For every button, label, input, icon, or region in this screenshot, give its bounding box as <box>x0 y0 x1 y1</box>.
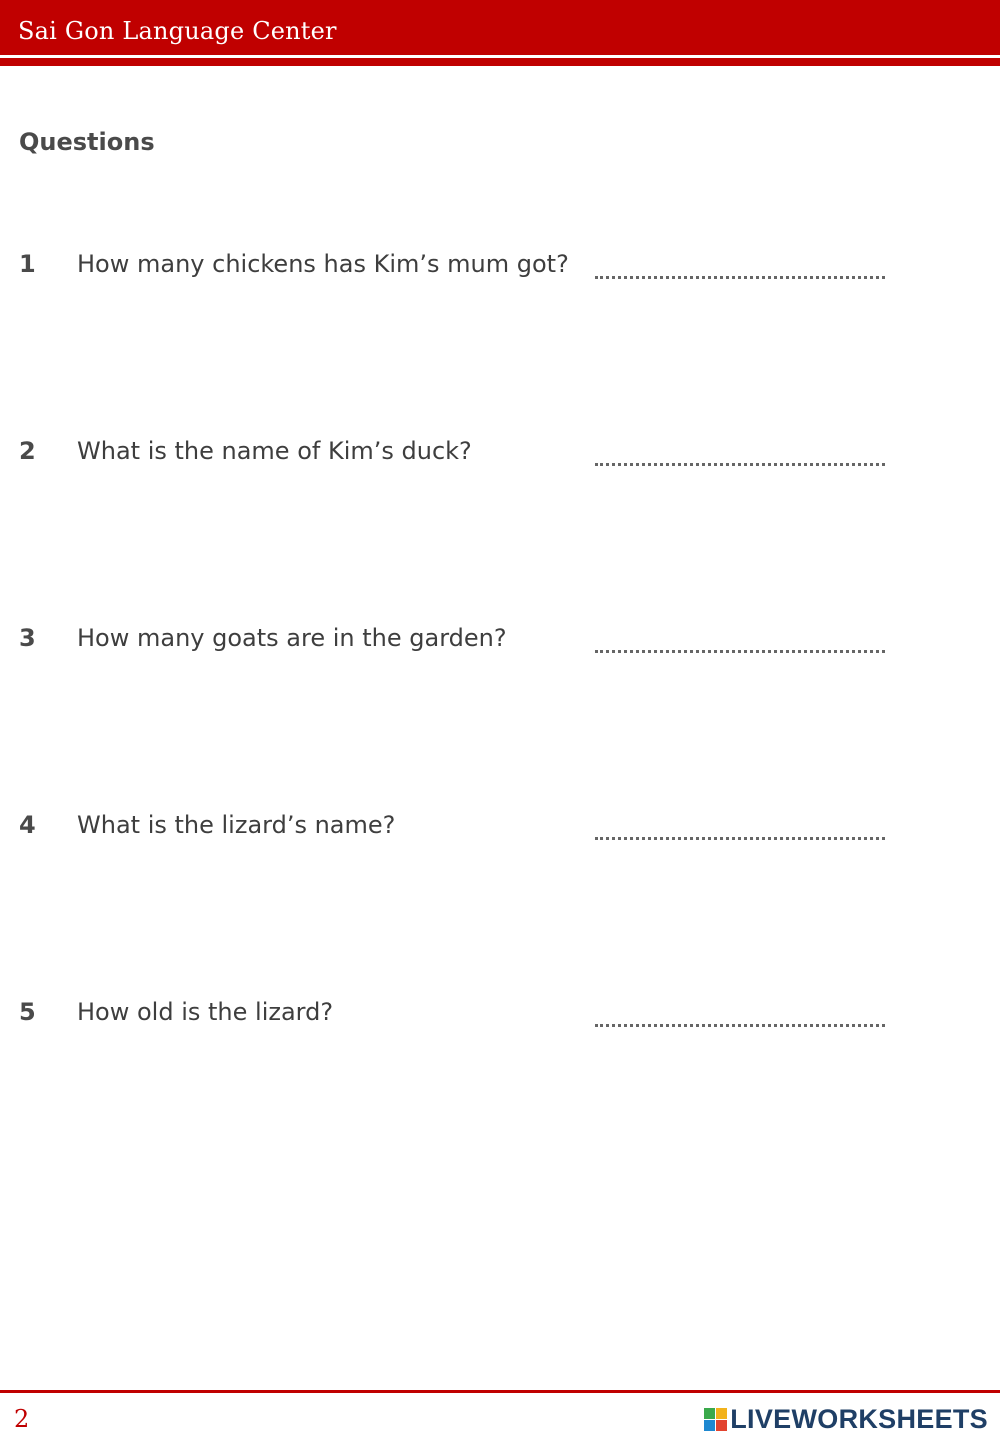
header-bar <box>0 0 1000 55</box>
question-item <box>0 437 1000 477</box>
question-item <box>0 998 1000 1038</box>
question-text: What is the name of Kim’s duck? <box>77 437 472 465</box>
question-text: What is the lizard’s name? <box>77 811 396 839</box>
liveworksheets-logo-icon <box>704 1408 727 1431</box>
answer-field[interactable] <box>595 1006 885 1027</box>
question-item <box>0 811 1000 851</box>
question-number: 3 <box>19 624 36 652</box>
section-heading: Questions <box>19 128 155 156</box>
footer-rule <box>0 1390 1000 1393</box>
question-text: How many chickens has Kim’s mum got? <box>77 250 569 278</box>
brand-logo <box>704 1404 988 1435</box>
question-text: How many goats are in the garden? <box>77 624 507 652</box>
question-item <box>0 624 1000 664</box>
question-item <box>0 250 1000 290</box>
header-rule <box>0 58 1000 66</box>
question-text: How old is the lizard? <box>77 998 334 1026</box>
page-number: 2 <box>14 1405 30 1433</box>
question-number: 2 <box>19 437 36 465</box>
answer-field[interactable] <box>595 258 885 279</box>
answer-field[interactable] <box>595 819 885 840</box>
answer-field[interactable] <box>595 445 885 466</box>
question-number: 4 <box>19 811 36 839</box>
brand-name: LIVEWORKSHEETS <box>730 1404 988 1434</box>
question-number: 1 <box>19 250 36 278</box>
header-title: Sai Gon Language Center <box>18 17 337 45</box>
answer-field[interactable] <box>595 632 885 653</box>
question-number: 5 <box>19 998 36 1026</box>
